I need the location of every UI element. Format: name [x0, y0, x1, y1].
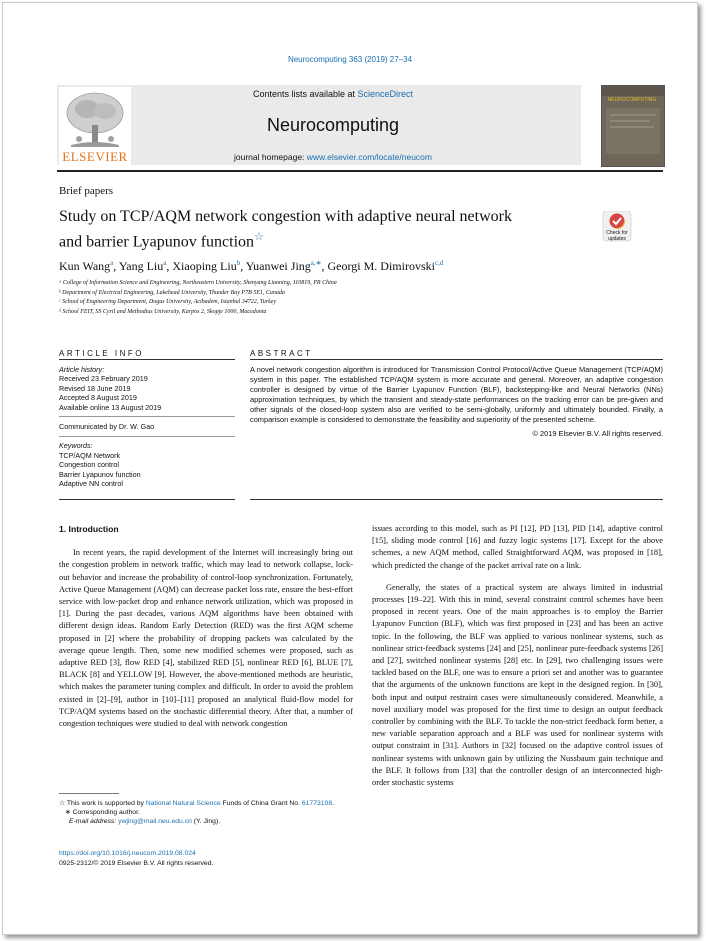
title-line-1: Study on TCP/AQM network congestion with adaptive neural network — [59, 208, 512, 225]
article-info-bottom-rule — [59, 499, 235, 500]
funding-prefix: ☆ This work is supported by — [59, 800, 146, 807]
journal-homepage-line — [143, 152, 523, 162]
abstract-copyright: © 2019 Elsevier B.V. All rights reserved. — [532, 429, 663, 438]
article-title — [59, 207, 589, 252]
history-item: Available online 13 August 2019 — [59, 402, 162, 412]
author-name[interactable]: Kun Wang — [59, 259, 111, 273]
grant-number-link[interactable]: 61773108 — [301, 800, 333, 807]
keywords-label: Keywords: — [59, 441, 93, 451]
funding-footnote: ☆ This work is supported by National Natural Science Funds of China Grant No. 61773108. — [59, 800, 334, 807]
email-label: E-mail address: — [69, 818, 119, 826]
keyword-item: Barrier Lyapunov function — [59, 469, 141, 479]
history-item: Received 23 February 2019 — [59, 374, 148, 384]
doi-link[interactable]: https://doi.org/10.1016/j.neucom.2019.08.024 — [59, 850, 196, 857]
abstract-panel — [250, 365, 663, 439]
footnote-rule — [59, 793, 119, 794]
corresponding-author-note: ∗ Corresponding author. — [65, 809, 140, 817]
check-for-updates-label: Check for updates — [606, 230, 628, 242]
article-info-panel — [59, 365, 235, 488]
section-label: Brief papers — [59, 185, 114, 197]
article-info-divider — [59, 416, 235, 417]
article-info-heading: ARTICLE INFO — [59, 349, 144, 358]
author-affiliation-mark[interactable]: a — [110, 259, 114, 267]
communicated-by: Communicated by Dr. W. Gao — [59, 422, 155, 432]
body-column-right — [372, 523, 663, 789]
keyword-item: Adaptive NN control — [59, 479, 123, 489]
footnotes — [59, 799, 353, 827]
abstract-bottom-rule — [250, 499, 663, 500]
author-name[interactable]: Georgi M. Dimirovski — [327, 259, 435, 273]
funding-agency-link[interactable]: National Natural Science — [145, 800, 221, 807]
email-link[interactable]: ywjing@mail.neu.edu.cn — [118, 818, 192, 826]
homepage-prefix: journal homepage: — [234, 152, 307, 162]
keyword-item: Congestion control — [59, 460, 119, 470]
intro-paragraph-1: In recent years, the rapid development of the Internet will increasingly bring out the congestion problem in network traffic, which may lead to network collapse, lock-out behavior and increase the probability of control-loop synchronization. Fortunately, Active Queue Management (AQM) can decrease packet loss rate, ensure the best-effort service with low-packet drop and enhance network utilization, which was proposed in [1]. During the past decades, various AQM algorithms have been obtained with different design ideas. Random Early Detection (RED) was the first AQM scheme proposed in [2] where the probability of dropping packets was calculated by the average queue length. Then, some new modified schemes were proposed, such as adaptive RED [3], flow RED [4], stabilized RED [5], nonlinear RED [6], BLUE [7], BLACK [8] and YELLOW [9]. However, the above-mentioned methods are heuristic, which makes the parameter tuning complex and difficult. In order to avoid the problem existed in [2]–[9], author in [10]–[11] proposed an analytical fluid-flow model for TCP/AQM systems based on the stochastic differential theory. After that, a number of congestion techniques were studied to deal with network congestion — [59, 548, 353, 729]
sciencedirect-link[interactable]: ScienceDirect — [357, 89, 414, 99]
contents-prefix: Contents lists available at — [252, 89, 358, 99]
author-separator: , — [113, 259, 119, 273]
body-column-left — [59, 523, 353, 730]
abstract-heading: ABSTRACT — [250, 349, 313, 358]
abstract-top-rule — [250, 359, 663, 360]
cover-title: NEUROCOMPUTING — [607, 97, 657, 103]
intro-paragraph-2: Generally, the states of a practical system are always limited in industrial processes [19–22]. With this in mind, several constraint control schemes have been proposed in recent years. One of the main approaches is to employ the Barrier Lyapunov Function (BLF), which was first proposed in [23] and has been an active topic. In the following, the BLF was applied to various nonlinear systems, such as nonlinear strict-feedback systems [24] and [25], nonlinear pure-feedback systems [26] and [27], switched nonlinear systems [28] etc. In [29], two challenging issues were tackled based on the BLF, one was to ensure a priori set and another was to guarantee that the arguments of the unknown functions are kept in the designed region. In [30], both input and output restraint cases were simultaneously considered. Meanwhile, a novel auxiliary model was proposed for the first time to design an output feedback controller by combining with the BLF. To tackle the non-strict feedback form better, a new variable separation approach and a BLF was used for nonlinear systems with output constraint in [31]. Authors in [32] focused on the adaptive control issues of nonlinear systems with unknown gain by utilizing the Nussbaum gain technique and the BLF. It follows from [33] that the controller design of an interconnected high-order stochastic systems — [372, 582, 663, 788]
affiliation-line: ᵇ Department of Electrical Engineering, Lakehead University, Thunder Bay P7B 5E1, Canada — [59, 289, 285, 296]
keyword-item: TCP/AQM Network — [59, 450, 121, 460]
author-affiliation-mark[interactable]: a,∗ — [310, 259, 322, 267]
affiliations — [59, 279, 337, 317]
author-separator: , — [166, 259, 173, 273]
title-line-2: and barrier Lyapunov function — [59, 233, 255, 251]
paper-page — [2, 2, 698, 935]
doi-block — [59, 849, 213, 868]
keywords-list — [59, 451, 235, 489]
journal-homepage-link[interactable]: www.elsevier.com/locate/neucom — [306, 152, 432, 162]
article-history-label: Article history: — [59, 365, 105, 374]
author-separator: , — [321, 259, 328, 273]
contents-lists-line — [143, 89, 523, 99]
author-affiliation-mark[interactable]: c,d — [434, 259, 444, 267]
author-name[interactable]: Yang Liu — [118, 259, 164, 273]
header-divider — [57, 170, 663, 172]
journal-name: Neurocomputing — [266, 115, 400, 135]
author-affiliation-mark[interactable]: b — [236, 259, 241, 267]
history-item: Accepted 8 August 2019 — [59, 393, 137, 403]
author-separator: , — [240, 259, 246, 273]
keywords-divider — [59, 436, 235, 437]
email-footnote — [59, 817, 353, 826]
abstract-text: A novel network congestion algorithm is introduced for Transmission Control Protocol/Active Queue Management (TCP/AQM) system in this paper. The established TCP/AQM system is more accurate and general. Moreover, an adaptive congestion controller is designed by virtue of the Barrier Lyapunov Function (BLF), backstepping-like and Neural Networks (NNs) approximation techniques, by which the transient and steady-state performances on the tracking error can be pre-given and other signals of the closed-loop system also are verified to be semi-globally, uniformly and ultimately bounded. Finally, a comparison example is considered to demonstrate the feasibility and superiority of the presented scheme. — [250, 365, 663, 424]
email-suffix: (Y. Jing). — [191, 818, 221, 826]
history-item: Revised 18 June 2019 — [59, 383, 131, 393]
affiliation-line: ᵃ College of Information Science and Engineering, Northeastern University, Shenyang Liaoning, 110819, PR China — [59, 280, 337, 286]
affiliation-line: ᶜ School of Engineering Department, Dogus University, Acibadem, Istanbul 34722, Turkey — [59, 299, 277, 305]
funding-suffix: Funds of China Grant No. — [220, 800, 302, 807]
author-name[interactable]: Xiaoping Liu — [172, 259, 237, 273]
article-info-top-rule — [59, 359, 235, 360]
title-footnote-mark[interactable]: ☆ — [254, 231, 264, 243]
issn-line: 0925-2312/© 2019 Elsevier B.V. All rights reserved. — [59, 859, 214, 867]
author-affiliation-mark[interactable]: a — [163, 259, 167, 267]
article-history-list — [59, 374, 235, 412]
affiliation-line: ᵈ School FEIT, SS Cyril and Methodius University, Karpos 2, Skopje 1000, Macedonia — [59, 308, 267, 315]
introduction-heading: 1. Introduction — [59, 524, 119, 534]
author-list — [59, 259, 443, 274]
journal-reference-link[interactable]: Neurocomputing 363 (2019) 27–34 — [287, 55, 413, 64]
author-name[interactable]: Yuanwei Jing — [245, 259, 311, 273]
intro-paragraph-continued: issues according to this model, such as PI [12], PD [13], PID [14], adaptive control [15], sliding mode control [16] and fuzzy logic systems [17]. Except for the above schemes, a new AQM method, called Straightforward AQM, was proposed in [18], which predicted the change of the packet arrival rate on a link. — [372, 524, 663, 570]
publisher-logo-text: ELSEVIER — [62, 149, 128, 164]
